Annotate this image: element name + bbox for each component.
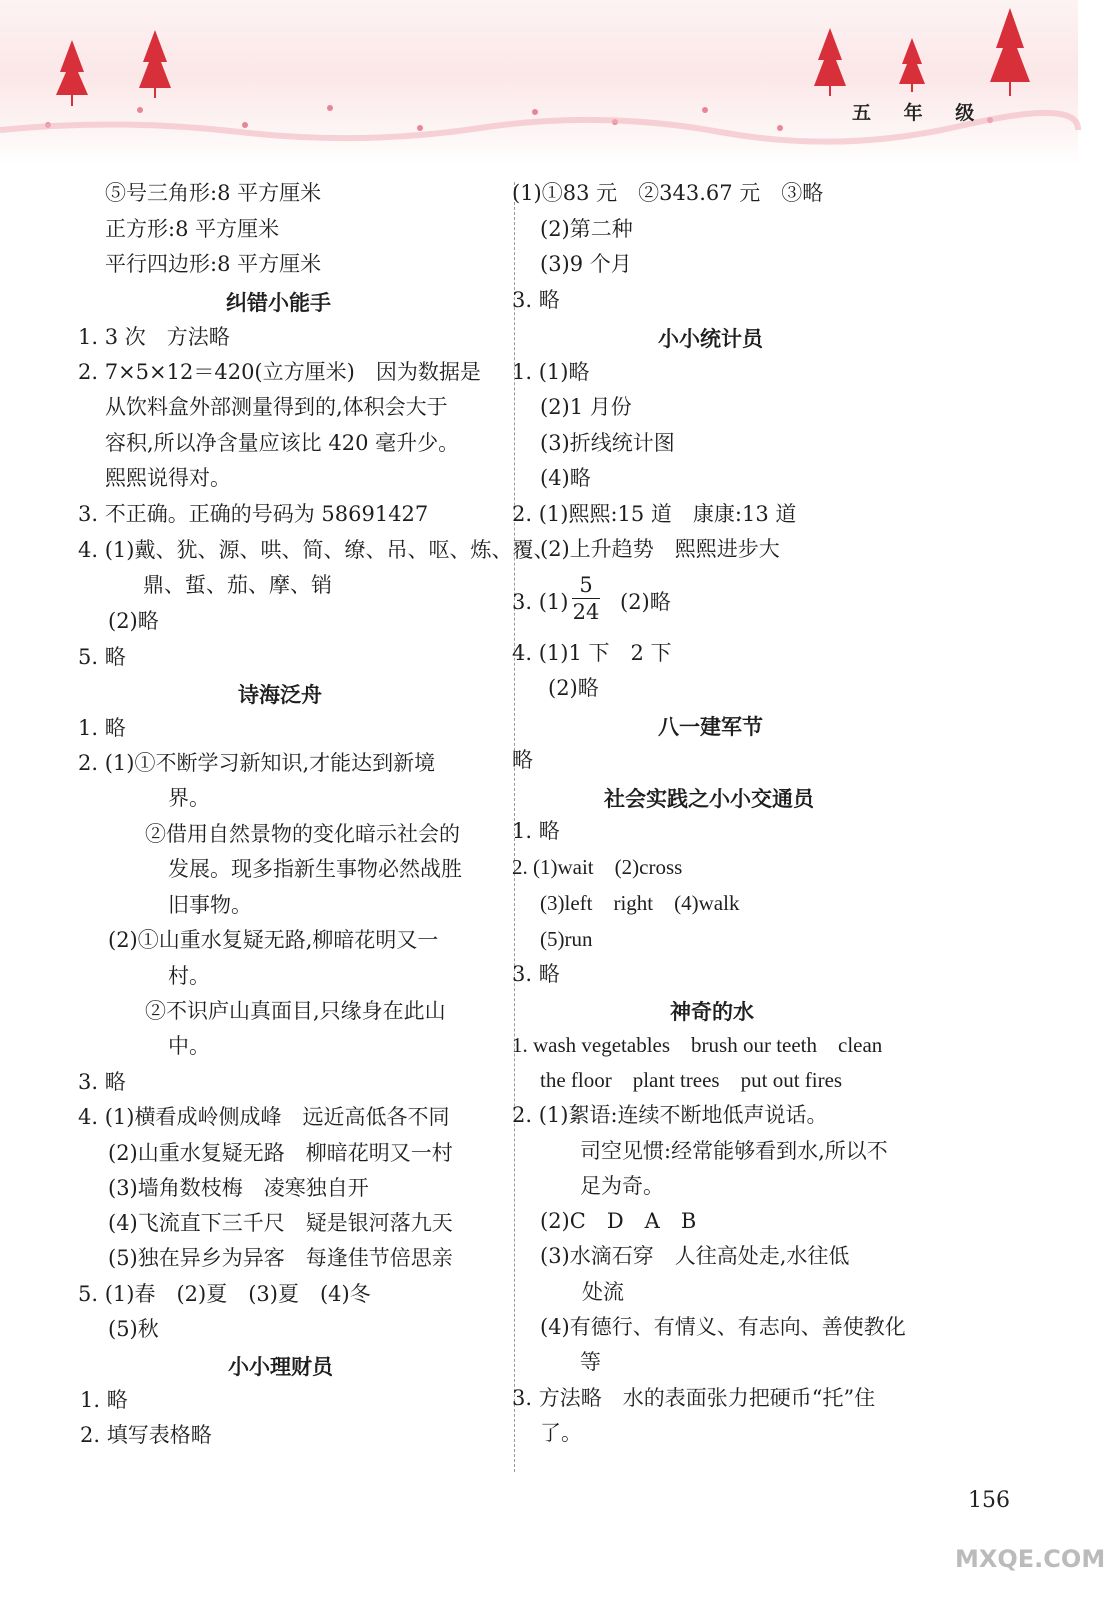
answer-line: 足为奇。 (580, 1174, 664, 1198)
answer-line: 1. 略 (512, 819, 560, 843)
answer-line: (2)第二种 (540, 217, 633, 241)
page-number: 156 (968, 1488, 1010, 1513)
answer-line: (3)墙角数枝梅 凌寒独自开 (108, 1176, 369, 1200)
answer-line: 4. (1)1 下 2 下 (512, 641, 672, 665)
tree-icon (990, 8, 1030, 82)
answer-line: (4)有德行、有情义、有志向、善使教化 (540, 1315, 906, 1339)
answer-line: ②借用自然景物的变化暗示社会的 (145, 822, 460, 846)
answer-line: 等 (580, 1350, 601, 1374)
tree-icons (56, 8, 1030, 95)
answer-line: 略 (512, 748, 533, 772)
answer-line: 发展。现多指新生事物必然战胜 (168, 857, 462, 881)
answer-line: 2. (1)①不断学习新知识,才能达到新境 (78, 751, 436, 775)
answer-line: 2. 填写表格略 (80, 1423, 212, 1447)
fraction-bar (572, 598, 600, 599)
answer-line: (2)略 (548, 676, 599, 700)
answer-line: 熙熙说得对。 (105, 466, 231, 490)
answer-line: (2)略 (620, 590, 671, 614)
answer-line: 5. (1)春 (2)夏 (3)夏 (4)冬 (78, 1282, 371, 1306)
answer-line: (3)水滴石穿 人往高处走,水往低 (540, 1244, 850, 1268)
answer-line: (1)①83 元 ②343.67 元 ③略 (512, 181, 824, 205)
answer-line: 2. (1)絮语:连续不断地低声说话。 (512, 1103, 828, 1127)
answer-line: 旧事物。 (168, 893, 252, 917)
answer-line: 4. (1)横看成岭侧成峰 远近高低各不同 (78, 1105, 450, 1129)
answer-line: (3)折线统计图 (540, 431, 675, 455)
answer-line: ②不识庐山真面目,只缘身在此山 (145, 999, 446, 1023)
tree-icon (139, 30, 171, 88)
answer-line: 处流 (582, 1280, 624, 1304)
answer-line: 平行四边形:8 平方厘米 (105, 252, 322, 276)
answer-line: 3. 略 (512, 288, 560, 312)
answer-line: 鼎、蜇、茄、摩、销 (143, 573, 332, 597)
answer-line: 2. 7×5×12＝420(立方厘米) 因为数据是 (78, 360, 481, 384)
answer-line: 3. 略 (512, 962, 560, 986)
answer-line: (2)C D A B (540, 1209, 697, 1233)
fraction-denominator: 24 (572, 600, 600, 624)
answer-line: (2)略 (108, 609, 159, 633)
answer-line: 1. 略 (80, 1388, 128, 1412)
answer-line: 容积,所以净含量应该比 420 毫升少。 (105, 431, 460, 455)
section-title: 诗海泛舟 (238, 683, 322, 707)
section-title: 神奇的水 (670, 1000, 754, 1024)
answer-line: (5)秋 (108, 1317, 159, 1341)
header-decoration (0, 0, 1078, 165)
answer-line: 3. 方法略 水的表面张力把硬币“托”住 (512, 1386, 876, 1410)
fraction-numerator: 5 (579, 573, 593, 597)
fraction (572, 574, 600, 623)
tree-icon (814, 28, 846, 86)
answer-line: 1. 3 次 方法略 (78, 325, 230, 349)
section-title: 八一建军节 (658, 715, 763, 739)
answer-line: the floor plant trees put out fires (540, 1068, 843, 1092)
page-header (0, 0, 1078, 165)
answer-line: (5)run (540, 927, 593, 951)
answer-line: (3)9 个月 (540, 252, 632, 276)
watermark: MXQE.COM (955, 1545, 1105, 1573)
answer-line: 2. (1)熙熙:15 道 康康:13 道 (512, 502, 797, 526)
answer-line: 1. 略 (78, 716, 126, 740)
answer-line: 4. (1)戴、犹、源、哄、简、缭、吊、呕、炼、覆、 (78, 538, 555, 562)
answer-line: (2)①山重水复疑无路,柳暗花明又一 (108, 928, 439, 952)
answer-line: 正方形:8 平方厘米 (105, 217, 280, 241)
answer-line: 3. (1) (512, 590, 569, 614)
grade-label: 五 年 级 (852, 102, 988, 124)
section-title: 小小理财员 (228, 1355, 333, 1379)
answer-line: 村。 (168, 964, 210, 988)
answer-line: (2)1 月份 (540, 395, 632, 419)
answer-line: (2)上升趋势 熙熙进步大 (540, 537, 780, 561)
tree-icon (56, 40, 88, 95)
tree-icon (899, 38, 925, 84)
answer-line: 了。 (540, 1421, 582, 1445)
section-title: 小小统计员 (658, 327, 763, 351)
answer-line: 界。 (168, 786, 210, 810)
answer-line: 中。 (168, 1034, 210, 1058)
answer-line: (4)略 (540, 466, 591, 490)
answer-line: 2. (1)wait (2)cross (512, 855, 683, 879)
answer-line: (4)飞流直下三千尺 疑是银河落九天 (108, 1211, 453, 1235)
answer-line: (3)left right (4)walk (540, 891, 740, 915)
answer-line: (5)独在异乡为异客 每逢佳节倍思亲 (108, 1246, 453, 1270)
answer-line: 3. 略 (78, 1070, 126, 1094)
section-title: 纠错小能手 (226, 291, 331, 315)
answer-line: 1. (1)略 (512, 360, 590, 384)
answer-line: 司空见惯:经常能够看到水,所以不 (580, 1139, 888, 1163)
answer-line: ⑤号三角形:8 平方厘米 (105, 181, 322, 205)
answer-line: (2)山重水复疑无路 柳暗花明又一村 (108, 1141, 453, 1165)
answer-line: 从饮料盒外部测量得到的,体积会大于 (105, 395, 448, 419)
answer-line: 5. 略 (78, 645, 126, 669)
answer-line: 3. 不正确。正确的号码为 58691427 (78, 502, 429, 526)
answer-line: 1. wash vegetables brush our teeth clean (512, 1033, 883, 1057)
section-title: 社会实践之小小交通员 (604, 787, 814, 811)
